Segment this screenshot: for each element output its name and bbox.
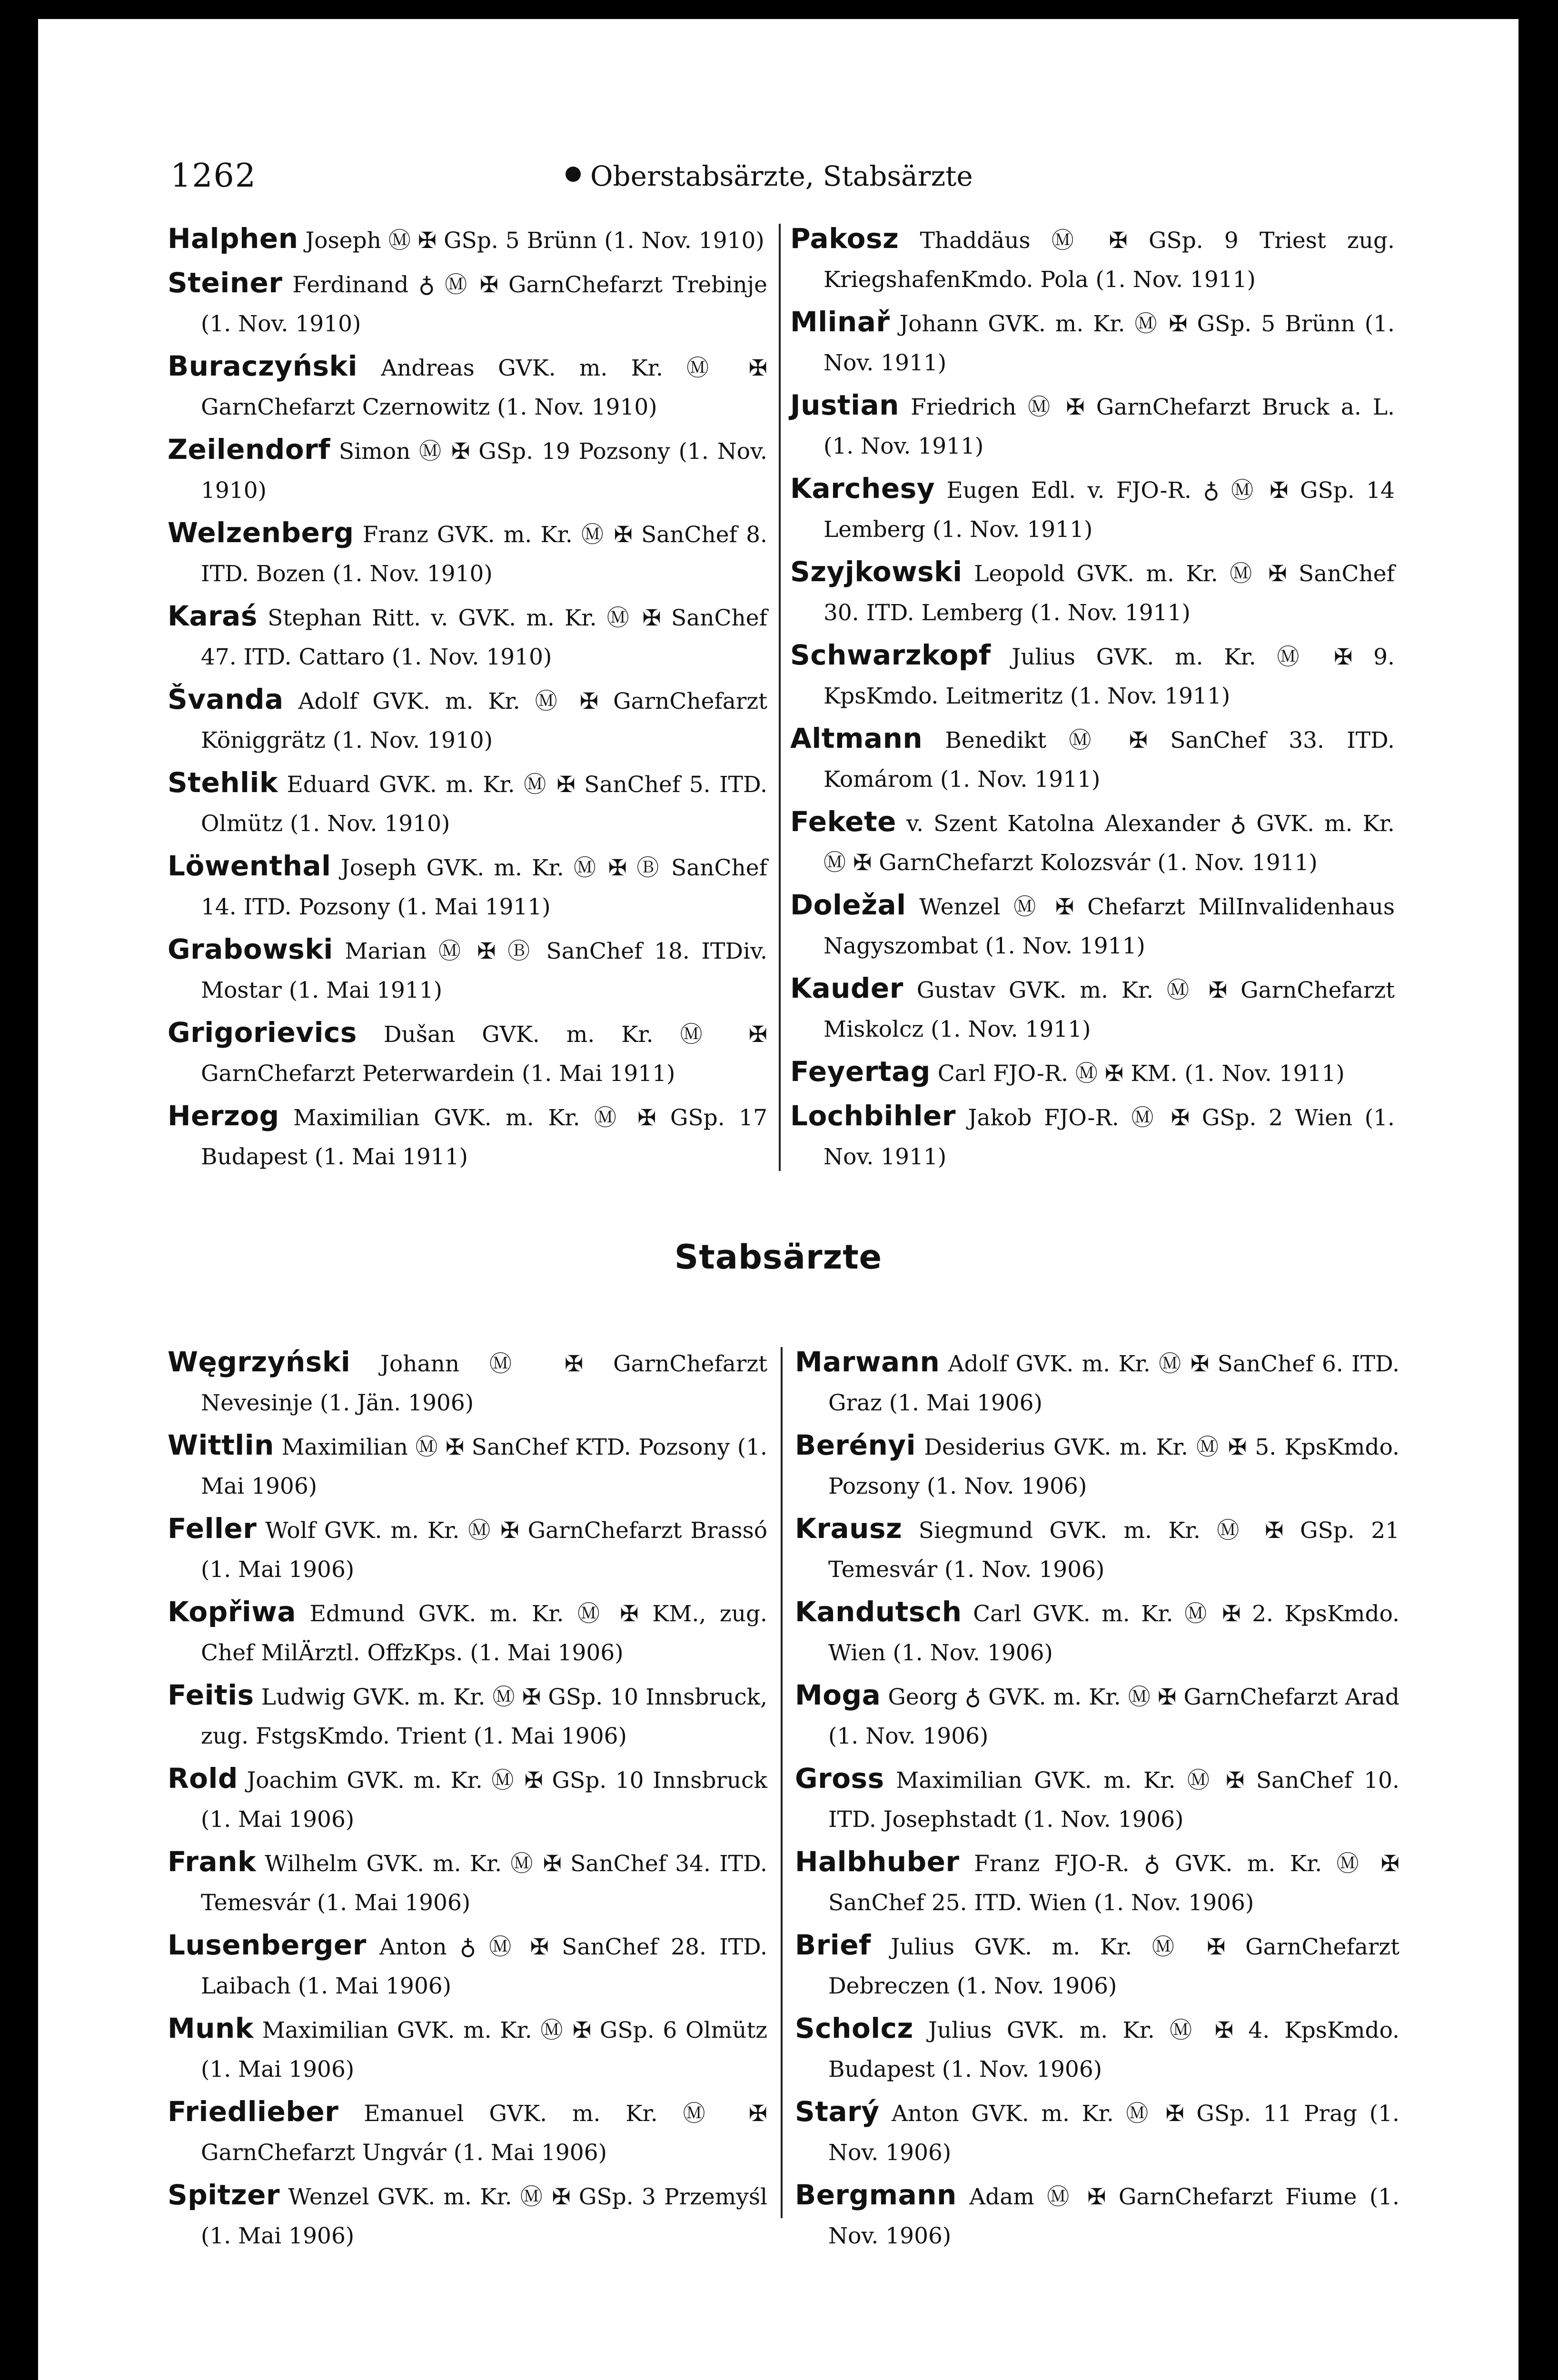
running-title: Oberstabsärzte, Stabsärzte xyxy=(590,160,973,192)
entry-surname: Munk xyxy=(168,2012,254,2044)
entry-details: Julius GVK. m. Kr. Ⓜ ✠ 9. KpsKmdo. Leitmeritz (1. Nov. 1911) xyxy=(824,644,1395,709)
entry-details: Wenzel GVK. m. Kr. Ⓜ ✠ GSp. 3 Przemyśl (1. Mai 1906) xyxy=(201,2184,767,2249)
entry-surname: Wittlin xyxy=(168,1429,274,1461)
entry-details: Adolf GVK. m. Kr. Ⓜ ✠ GarnChefarzt Königgrätz (1. Nov. 1910) xyxy=(201,688,767,754)
entry-surname: Lochbihler xyxy=(790,1100,956,1132)
directory-entry xyxy=(795,1509,1399,1589)
page-header xyxy=(38,148,1518,205)
entry-details: Georg ♁ GVK. m. Kr. Ⓜ ✠ GarnChefarzt Arad (1. Nov. 1906) xyxy=(828,1684,1399,1749)
directory-entry xyxy=(168,1096,767,1177)
directory-entry xyxy=(795,1759,1399,1839)
top-right-column xyxy=(790,219,1395,1180)
entry-surname: Bergmann xyxy=(795,2179,957,2211)
entry-surname: Grigorievics xyxy=(168,1016,357,1049)
entry-surname: Halphen xyxy=(168,222,298,255)
directory-entry xyxy=(790,552,1395,633)
entry-details: Franz GVK. m. Kr. Ⓜ ✠ SanChef 8. ITD. Bozen (1. Nov. 1910) xyxy=(201,522,767,587)
entry-surname: Kopřiwa xyxy=(168,1596,296,1628)
entry-surname: Löwenthal xyxy=(168,850,331,882)
entry-surname: Lusenberger xyxy=(168,1929,367,1961)
entry-surname: Karchesy xyxy=(790,472,935,505)
directory-entry xyxy=(168,930,767,1010)
entry-surname: Rold xyxy=(168,1762,238,1795)
entry-surname: Feitis xyxy=(168,1679,254,1711)
entry-details: Julius GVK. m. Kr. Ⓜ ✠ GarnChefarzt Debreczen (1. Nov. 1906) xyxy=(828,1934,1399,1999)
directory-entry xyxy=(795,1925,1399,2006)
entry-surname: Doležal xyxy=(790,889,906,921)
entry-surname: Gross xyxy=(795,1762,884,1795)
entry-details: Marian Ⓜ ✠ Ⓑ SanChef 18. ITDiv. Mostar (1. Mai 1911) xyxy=(201,938,767,1003)
entry-details: Benedikt Ⓜ ✠ SanChef 33. ITD. Komárom (1. Nov. 1911) xyxy=(824,727,1395,793)
entry-surname: Justian xyxy=(790,389,899,421)
entry-details: Eugen Edl. v. FJO-R. ♁ Ⓜ ✠ GSp. 14 Lemberg (1. Nov. 1911) xyxy=(824,477,1395,543)
directory-entry xyxy=(168,1013,767,1093)
entry-surname: Stehlik xyxy=(168,766,278,799)
directory-entry xyxy=(168,596,767,677)
directory-entry xyxy=(168,1342,767,1423)
entry-details: Adam Ⓜ ✠ GarnChefarzt Fiume (1. Nov. 1906) xyxy=(828,2184,1399,2249)
entry-surname: Steiner xyxy=(168,267,283,299)
entry-surname: Karaś xyxy=(168,600,258,632)
entry-details: Maximilian GVK. m. Kr. Ⓜ ✠ GSp. 6 Olmütz (1. Mai 1906) xyxy=(201,2017,767,2082)
directory-entry xyxy=(795,1426,1399,1506)
directory-entry xyxy=(790,885,1395,966)
entry-details: Joseph Ⓜ ✠ GSp. 5 Brünn (1. Nov. 1910) xyxy=(305,228,764,254)
entry-details: Leopold GVK. m. Kr. Ⓜ ✠ SanChef 30. ITD. Lemberg (1. Nov. 1911) xyxy=(824,561,1395,626)
directory-entry xyxy=(790,1052,1395,1093)
entry-surname: Marwann xyxy=(795,1346,940,1378)
directory-entry xyxy=(790,969,1395,1049)
entry-surname: Grabowski xyxy=(168,933,333,965)
entry-surname: Švanda xyxy=(168,683,284,715)
entry-details: Maximilian Ⓜ ✠ SanChef KTD. Pozsony (1. Mai 1906) xyxy=(201,1434,767,1499)
entry-surname: Friedlieber xyxy=(168,2095,339,2128)
entry-details: Edmund GVK. m. Kr. Ⓜ ✠ KM., zug. Chef MilÄrztl. OffzKps. (1. Mai 1906) xyxy=(201,1601,767,1666)
directory-entry xyxy=(168,680,767,760)
entry-details: Johann Ⓜ ✠ GarnChefarzt Nevesinje (1. Jän. 1906) xyxy=(201,1351,767,1416)
entry-surname: Kauder xyxy=(790,972,903,1004)
entry-surname: Herzog xyxy=(168,1100,279,1132)
entry-details: Anton ♁ Ⓜ ✠ SanChef 28. ITD. Laibach (1. Mai 1906) xyxy=(201,1934,767,1999)
entry-details: Simon Ⓜ ✠ GSp. 19 Pozsony (1. Nov. 1910) xyxy=(201,438,767,504)
page-number: 1262 xyxy=(170,157,257,195)
entry-surname: Zeilendorf xyxy=(168,433,330,466)
directory-entry xyxy=(795,2175,1399,2256)
bottom-right-column xyxy=(795,1342,1399,2259)
entry-details: Maximilian GVK. m. Kr. Ⓜ ✠ GSp. 17 Budapest (1. Mai 1911) xyxy=(201,1105,767,1170)
entry-details: Joachim GVK. m. Kr. Ⓜ ✠ GSp. 10 Innsbruck (1. Mai 1906) xyxy=(201,1767,767,1833)
entry-surname: Spitzer xyxy=(168,2179,280,2211)
directory-entry xyxy=(168,2175,767,2256)
entry-details: Gustav GVK. m. Kr. Ⓜ ✠ GarnChefarzt Miskolcz (1. Nov. 1911) xyxy=(824,977,1395,1042)
column-divider-bottom xyxy=(781,1347,783,2218)
entry-details: Joseph GVK. m. Kr. Ⓜ ✠ Ⓑ SanChef 14. ITD. Pozsony (1. Mai 1911) xyxy=(201,855,767,920)
entry-surname: Frank xyxy=(168,1845,257,1878)
entry-details: Johann GVK. m. Kr. Ⓜ ✠ GSp. 5 Brünn (1. Nov. 1911) xyxy=(824,311,1395,376)
entry-surname: Krausz xyxy=(795,1512,903,1545)
bullet-dot-icon xyxy=(566,167,581,182)
entry-details: Ludwig GVK. m. Kr. Ⓜ ✠ GSp. 10 Innsbruck, zug. FstgsKmdo. Trient (1. Mai 1906) xyxy=(201,1684,767,1749)
entry-details: Ferdinand ♁ Ⓜ ✠ GarnChefarzt Trebinje (1. Nov. 1910) xyxy=(201,272,768,337)
entry-surname: Starý xyxy=(795,2095,880,2128)
entry-surname: Feyertag xyxy=(790,1055,931,1088)
top-left-column xyxy=(168,219,767,1180)
directory-entry xyxy=(795,1842,1399,1923)
directory-entry xyxy=(795,2009,1399,2089)
directory-entry xyxy=(168,513,767,594)
directory-entry xyxy=(790,469,1395,549)
directory-entry xyxy=(168,1759,767,1839)
directory-entry xyxy=(795,2092,1399,2172)
entry-surname: Kandutsch xyxy=(795,1596,962,1628)
entry-details: Maximilian GVK. m. Kr. Ⓜ ✠ SanChef 10. ITD. Josephstadt (1. Nov. 1906) xyxy=(828,1767,1399,1833)
directory-entry xyxy=(168,347,767,427)
entry-surname: Moga xyxy=(795,1679,881,1711)
entry-surname: Feller xyxy=(168,1512,257,1545)
directory-entry xyxy=(790,386,1395,466)
entry-details: Julius GVK. m. Kr. Ⓜ ✠ 4. KpsKmdo. Budapest (1. Nov. 1906) xyxy=(828,2017,1399,2082)
directory-entry xyxy=(168,1592,767,1673)
entry-surname: Brief xyxy=(795,1929,871,1961)
directory-entry xyxy=(168,763,767,843)
entry-details: Emanuel GVK. m. Kr. Ⓜ ✠ GarnChefarzt Ungvár (1. Mai 1906) xyxy=(201,2101,767,2166)
directory-entry xyxy=(795,1676,1399,1756)
directory-entry xyxy=(168,219,767,260)
entry-surname: Schwarzkopf xyxy=(790,639,991,671)
directory-entry xyxy=(168,1842,767,1923)
entry-details: Carl GVK. m. Kr. Ⓜ ✠ 2. KpsKmdo. Wien (1. Nov. 1906) xyxy=(828,1601,1399,1666)
directory-entry xyxy=(168,2092,767,2172)
directory-entry xyxy=(168,430,767,510)
entry-surname: Fekete xyxy=(790,805,897,838)
directory-entry xyxy=(168,263,767,344)
entry-details: Wolf GVK. m. Kr. Ⓜ ✠ GarnChefarzt Brassó (1. Mai 1906) xyxy=(201,1517,767,1583)
entry-details: Thaddäus Ⓜ ✠ GSp. 9 Triest zug. KriegshafenKmdo. Pola (1. Nov. 1911) xyxy=(824,228,1395,293)
entry-surname: Buraczyński xyxy=(168,350,357,382)
entry-details: Wilhelm GVK. m. Kr. Ⓜ ✠ SanChef 34. ITD. Temesvár (1. Mai 1906) xyxy=(201,1851,767,1916)
directory-entry xyxy=(790,802,1395,883)
entry-details: Eduard GVK. m. Kr. Ⓜ ✠ SanChef 5. ITD. Olmütz (1. Nov. 1910) xyxy=(201,772,767,837)
directory-entry xyxy=(168,1676,767,1756)
directory-entry xyxy=(790,1096,1395,1177)
entry-surname: Berényi xyxy=(795,1429,916,1461)
directory-entry xyxy=(168,1925,767,2006)
directory-entry xyxy=(795,1592,1399,1673)
entry-details: Jakob FJO-R. Ⓜ ✠ GSp. 2 Wien (1. Nov. 1911) xyxy=(824,1105,1395,1170)
entry-surname: Mlinař xyxy=(790,306,890,338)
entry-details: Dušan GVK. m. Kr. Ⓜ ✠ GarnChefarzt Peterwardein (1. Mai 1911) xyxy=(201,1021,767,1087)
directory-entry xyxy=(795,1342,1399,1423)
directory-entry xyxy=(790,302,1395,383)
entry-details: Friedrich Ⓜ ✠ GarnChefarzt Bruck a. L. (1. Nov. 1911) xyxy=(824,394,1395,459)
entry-details: Anton GVK. m. Kr. Ⓜ ✠ GSp. 11 Prag (1. Nov. 1906) xyxy=(828,2101,1399,2166)
directory-entry xyxy=(168,1426,767,1506)
directory-entry xyxy=(790,219,1395,299)
entry-surname: Welzenberg xyxy=(168,516,354,549)
directory-entry xyxy=(790,719,1395,799)
entry-details: v. Szent Katolna Alexander ♁ GVK. m. Kr. Ⓜ ✠ GarnChefarzt Kolozsvár (1. Nov. 1911) xyxy=(824,811,1395,876)
directory-entry xyxy=(168,846,767,927)
paper-sheet xyxy=(38,19,1518,2380)
entry-details: Adolf GVK. m. Kr. Ⓜ ✠ SanChef 6. ITD. Graz (1. Mai 1906) xyxy=(828,1351,1399,1416)
directory-entry xyxy=(168,2009,767,2089)
entry-details: Carl FJO-R. Ⓜ ✠ KM. (1. Nov. 1911) xyxy=(937,1061,1345,1087)
entry-details: Andreas GVK. m. Kr. Ⓜ ✠ GarnChefarzt Czernowitz (1. Nov. 1910) xyxy=(201,355,767,420)
entry-details: Franz FJO-R. ♁ GVK. m. Kr. Ⓜ ✠ SanChef 25. ITD. Wien (1. Nov. 1906) xyxy=(828,1851,1399,1916)
entry-details: Siegmund GVK. m. Kr. Ⓜ ✠ GSp. 21 Temesvár (1. Nov. 1906) xyxy=(828,1517,1399,1583)
entry-surname: Scholcz xyxy=(795,2012,913,2044)
directory-entry xyxy=(790,635,1395,716)
directory-entry xyxy=(168,1509,767,1589)
entry-details: Stephan Ritt. v. GVK. m. Kr. Ⓜ ✠ SanChef 47. ITD. Cattaro (1. Nov. 1910) xyxy=(201,605,767,670)
entry-details: Wenzel Ⓜ ✠ Chefarzt MilInvalidenhaus Nagyszombat (1. Nov. 1911) xyxy=(824,894,1395,959)
bottom-left-column xyxy=(168,1342,767,2259)
entry-surname: Altmann xyxy=(790,722,923,754)
entry-surname: Pakosz xyxy=(790,222,899,255)
column-divider-top xyxy=(779,224,781,1171)
entry-surname: Szyjkowski xyxy=(790,555,963,588)
entry-surname: Węgrzyński xyxy=(168,1346,351,1378)
entry-surname: Halbhuber xyxy=(795,1845,960,1878)
entry-details: Desiderius GVK. m. Kr. Ⓜ ✠ 5. KpsKmdo. Pozsony (1. Nov. 1906) xyxy=(828,1434,1399,1499)
section-title: Stabsärzte xyxy=(674,1238,883,1277)
